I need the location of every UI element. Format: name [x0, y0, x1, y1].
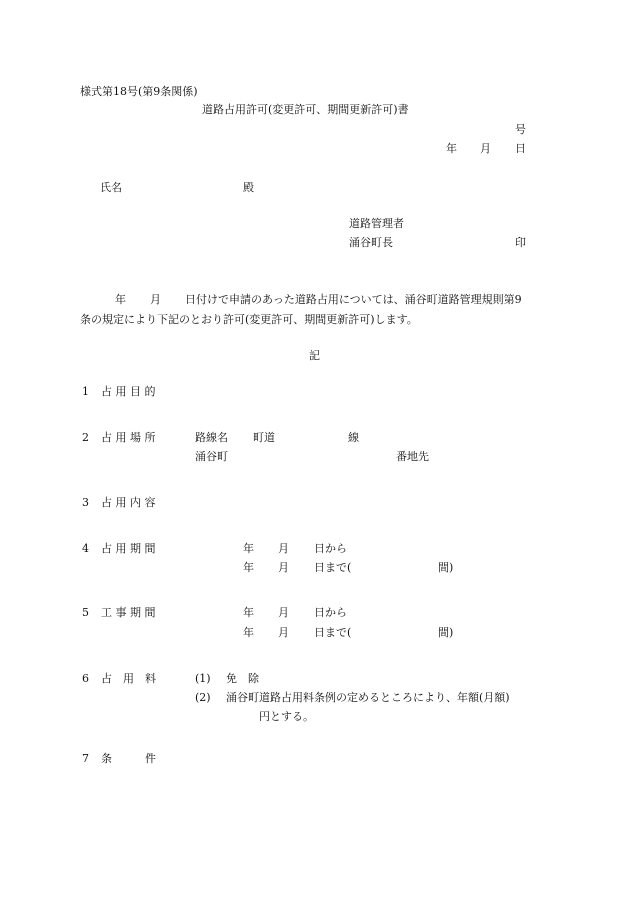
date-day-label: 日: [515, 142, 526, 155]
construction-to-day: 日まで(: [314, 626, 352, 639]
route-line-suffix: 線: [348, 431, 359, 444]
fee-option-2-text: 涌谷町道路占用料条例の定めるところにより、年額(月額): [226, 691, 510, 704]
issuer-seal: 印: [515, 236, 526, 249]
issuer-role: 道路管理者: [349, 217, 404, 230]
fee-option-2-number: (2): [195, 691, 211, 704]
period-from-month: 月: [278, 542, 289, 555]
body-text-line-2: 条の規定により下記のとおり許可(変更許可、期間更新許可)します。: [80, 313, 418, 326]
item-7-number: 7: [82, 752, 89, 765]
period-from-day: 日から: [314, 542, 347, 555]
construction-duration: 間): [438, 626, 454, 639]
document-number-label: 号: [515, 123, 526, 136]
item-1-label: 占 用 目 的: [101, 385, 156, 398]
item-1-number: 1: [82, 385, 89, 398]
fee-option-1-text: 免 除: [226, 672, 259, 685]
fee-option-1-number: (1): [195, 672, 211, 685]
item-5-label: 工 事 期 間: [101, 606, 156, 619]
period-to-day: 日まで(: [314, 561, 352, 574]
item-3-number: 3: [82, 496, 89, 509]
period-to-month: 月: [278, 561, 289, 574]
body-text-line-1: 日付けで申請のあった道路占用については、涌谷町道路管理規則第9: [185, 293, 522, 306]
note-heading: 記: [309, 349, 320, 362]
route-name-label: 路線名: [195, 431, 228, 444]
item-2-label: 占 用 場 所: [101, 431, 156, 444]
document-title: 道路占用許可(変更許可、期間更新許可)書: [202, 103, 409, 116]
item-6-label: 占 用 料: [101, 672, 156, 685]
construction-to-year: 年: [243, 626, 254, 639]
construction-from-month: 月: [278, 606, 289, 619]
period-duration: 間): [438, 561, 454, 574]
recipient-name-label: 氏名: [100, 181, 122, 194]
body-year: 年: [115, 293, 126, 306]
date-year-label: 年: [446, 142, 457, 155]
item-7-label: 条 件: [101, 752, 156, 765]
period-from-year: 年: [243, 542, 254, 555]
recipient-honorific: 殿: [243, 181, 254, 194]
date-month-label: 月: [480, 142, 491, 155]
road-type: 町道: [253, 431, 275, 444]
form-number: 様式第18号(第9条関係): [80, 85, 198, 98]
construction-from-year: 年: [243, 606, 254, 619]
fee-option-2-continuation: 円とする。: [259, 710, 314, 723]
period-to-year: 年: [243, 561, 254, 574]
construction-from-day: 日から: [314, 606, 347, 619]
issuer-name: 涌谷町長: [349, 236, 393, 249]
item-5-number: 5: [82, 606, 89, 619]
body-month: 月: [150, 293, 161, 306]
item-4-label: 占 用 期 間: [101, 542, 156, 555]
town-name: 涌谷町: [195, 450, 228, 463]
construction-to-month: 月: [278, 626, 289, 639]
item-6-number: 6: [82, 672, 89, 685]
item-4-number: 4: [82, 542, 89, 555]
item-2-number: 2: [82, 431, 89, 444]
item-3-label: 占 用 内 容: [101, 496, 156, 509]
address-suffix: 番地先: [396, 450, 429, 463]
